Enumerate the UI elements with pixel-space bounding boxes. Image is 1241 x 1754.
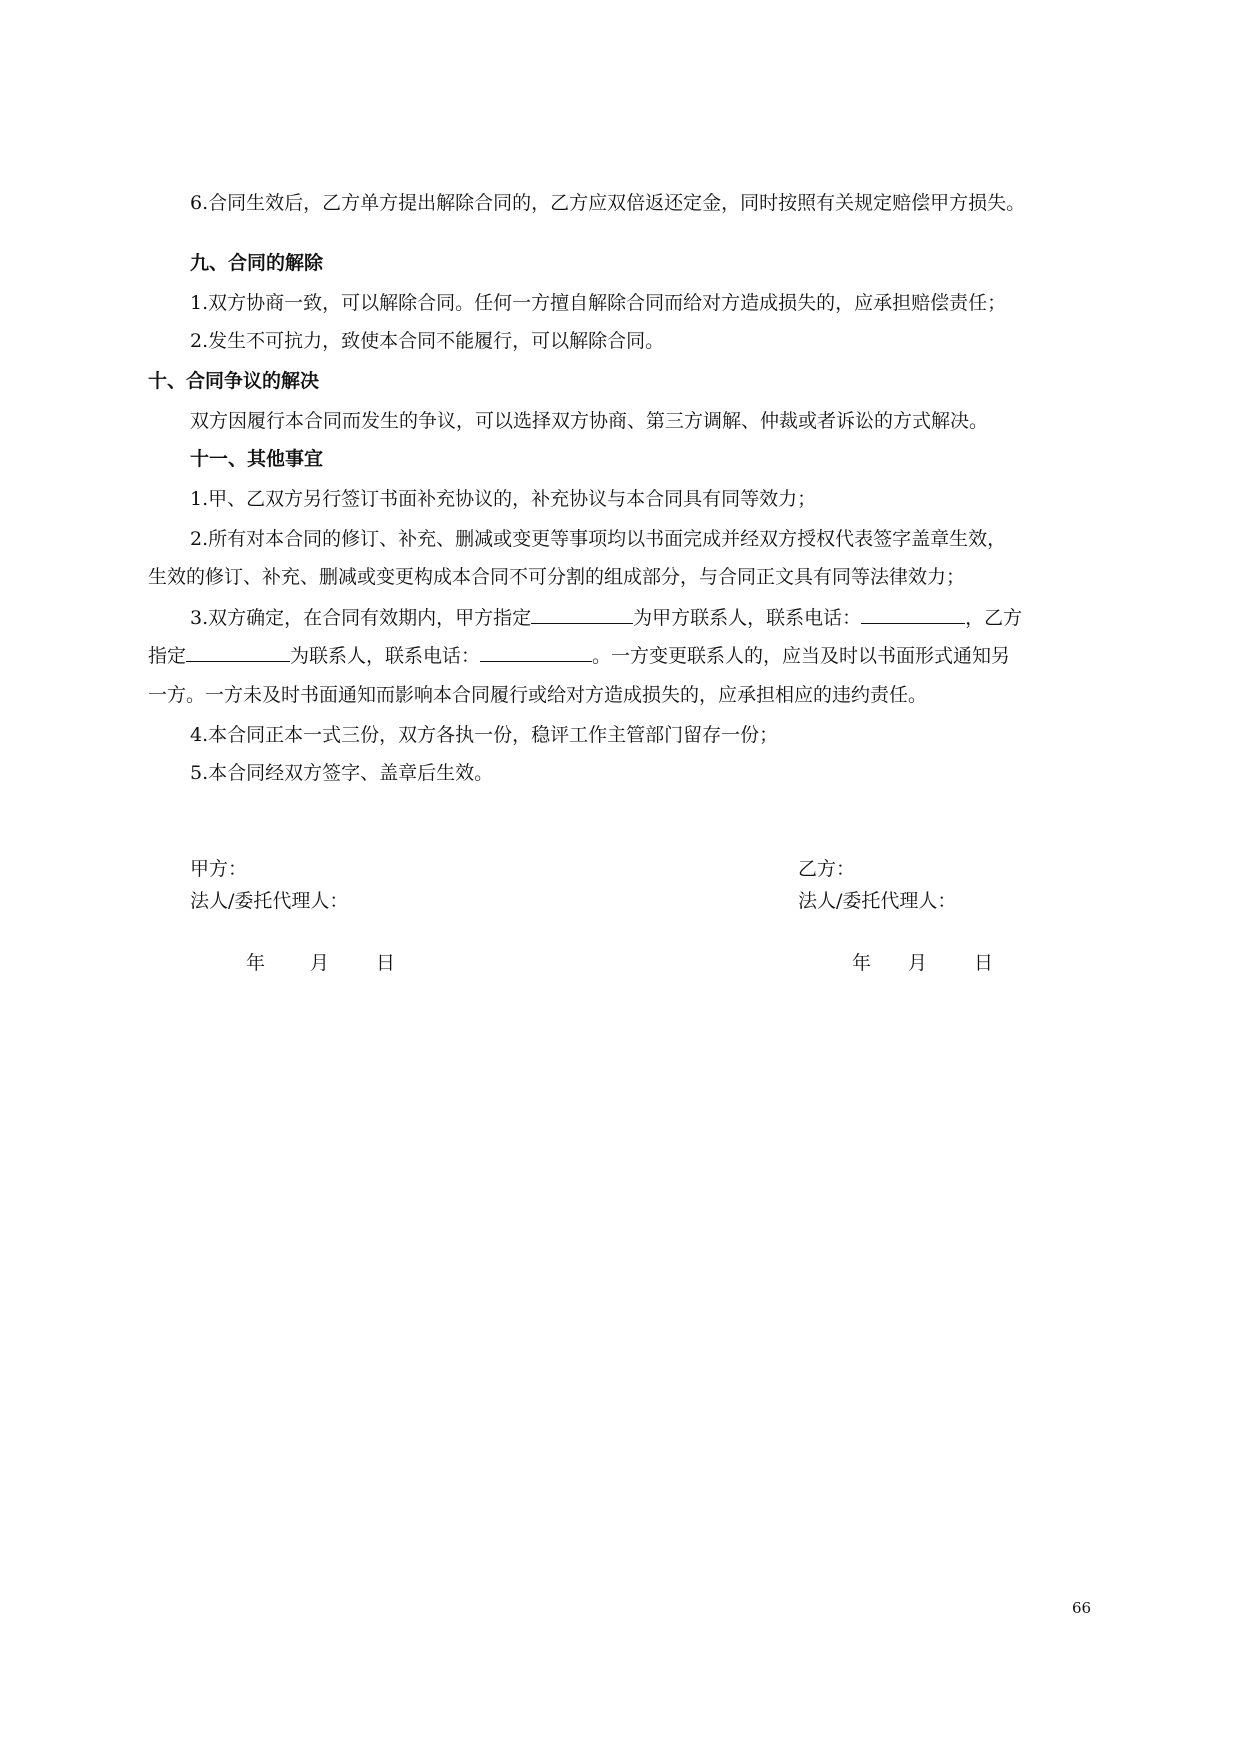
clause-8-6: 6.合同生效后，乙方单方提出解除合同的，乙方应双倍返还定金，同时按照有关规定赔偿甲方损失。 (190, 192, 1026, 214)
party-b-day: 日 (974, 952, 994, 974)
party-a-label: 甲方： (190, 858, 248, 880)
party-b-label: 乙方： (798, 858, 856, 880)
clause-11-1: 1.甲、乙双方另行签订书面补充协议的，补充协议与本合同具有同等效力； (190, 488, 817, 510)
party-b-month: 月 (908, 952, 928, 974)
party-a-day: 日 (376, 952, 396, 974)
clause-11-3-text-e: 为联系人，联系电话： (290, 645, 481, 667)
section-10-heading: 十、合同争议的解决 (148, 370, 320, 392)
clause-11-3-line2 (148, 642, 1010, 669)
clause-10-body: 双方因履行本合同而发生的争议，可以选择双方协商、第三方调解、仲裁或者诉讼的方式解决。 (190, 410, 989, 432)
party-a-contact-blank[interactable] (531, 604, 633, 624)
party-b-rep-label: 法人/委托代理人： (798, 890, 957, 912)
clause-11-3-text-c: ，乙方 (965, 607, 1023, 629)
section-11-heading: 十一、其他事宜 (190, 448, 324, 470)
clause-11-2-line2: 生效的修订、补充、删减或变更构成本合同不可分割的组成部分，与合同正文具有同等法律效力； (148, 566, 966, 588)
page-number: 66 (1072, 1599, 1092, 1617)
party-a-rep-label: 法人/委托代理人： (190, 890, 349, 912)
clause-11-3-text-d: 指定 (148, 645, 187, 667)
party-b-phone-blank[interactable] (480, 642, 592, 662)
clause-11-3-text-f: 。一方变更联系人的，应当及时以书面形式通知另 (592, 645, 1011, 667)
party-a-month: 月 (310, 952, 330, 974)
party-a-year: 年 (246, 952, 266, 974)
clause-9-2: 2.发生不可抗力，致使本合同不能履行，可以解除合同。 (190, 330, 665, 352)
clause-11-3-text-b: 为甲方联系人，联系电话： (633, 607, 862, 629)
clause-11-3-line1 (190, 604, 1022, 631)
party-b-contact-blank[interactable] (186, 642, 290, 662)
clause-9-1: 1.双方协商一致，可以解除合同。任何一方擅自解除合同而给对方造成损失的，应承担赔偿责任； (190, 292, 1007, 314)
clause-11-5: 5.本合同经双方签字、盖章后生效。 (190, 762, 494, 784)
section-9-heading: 九、合同的解除 (190, 252, 324, 274)
party-b-year: 年 (852, 952, 872, 974)
clause-11-3-text-a: 3.双方确定，在合同有效期内，甲方指定 (190, 607, 532, 629)
clause-11-4: 4.本合同正本一式三份，双方各执一份，稳评工作主管部门留存一份； (190, 724, 779, 746)
party-a-phone-blank[interactable] (861, 604, 965, 624)
clause-11-3-line3: 一方。一方未及时书面通知而影响本合同履行或给对方造成损失的，应承担相应的违约责任。 (148, 684, 928, 706)
clause-11-2-line1: 2.所有对本合同的修订、补充、删减或变更等事项均以书面完成并经双方授权代表签字盖章生效， (190, 528, 1007, 550)
